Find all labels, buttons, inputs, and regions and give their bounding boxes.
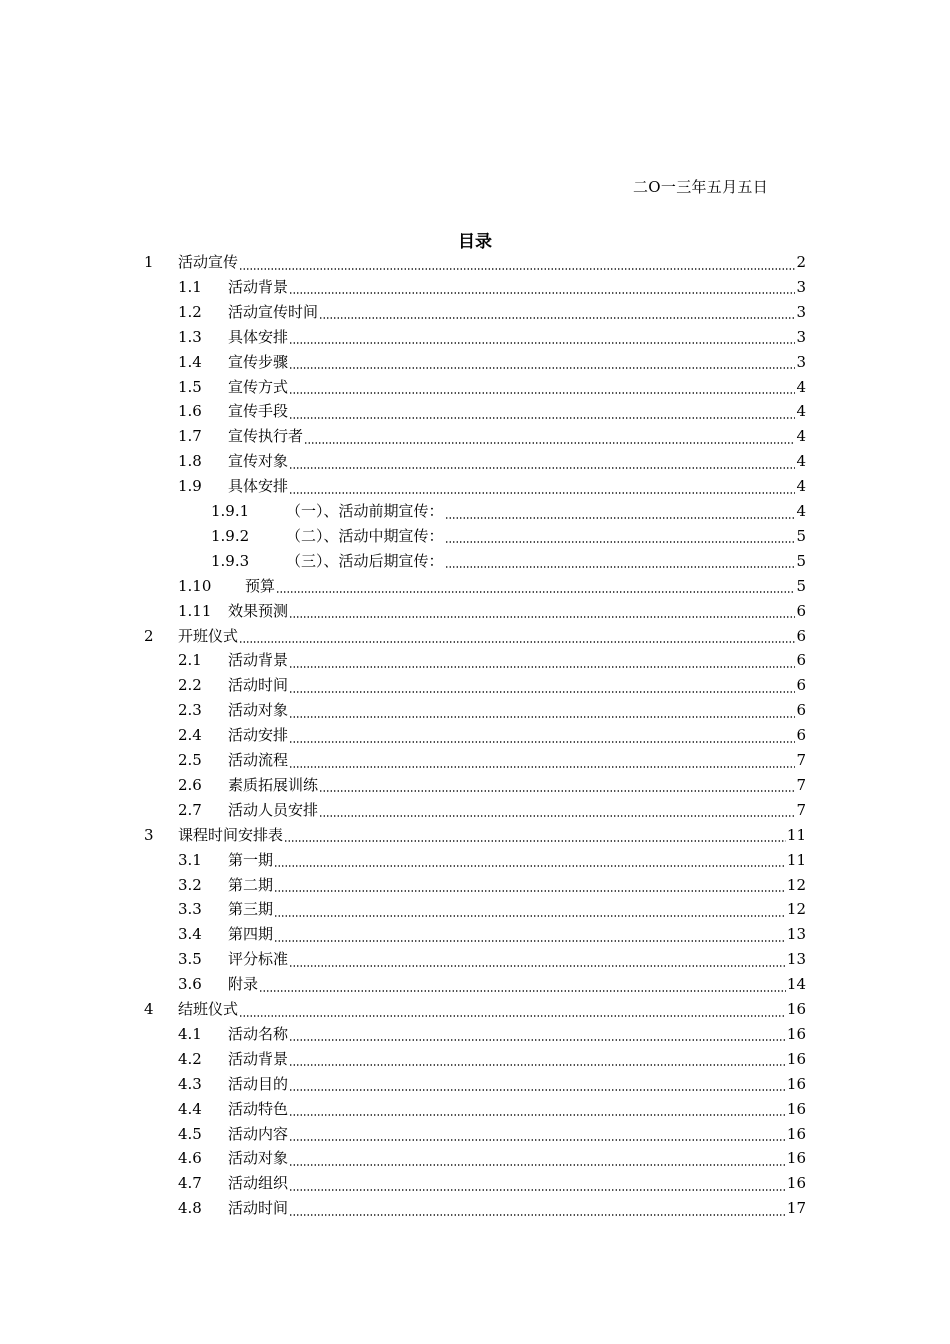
toc-entry-page: 16 <box>786 1174 806 1193</box>
toc-entry-page: 13 <box>786 925 806 944</box>
toc-entry-number: 3.5 <box>178 950 202 969</box>
toc-entry-page: 6 <box>796 601 806 620</box>
toc-entry[interactable] <box>178 1097 806 1122</box>
toc-entry-label: 预算 <box>245 576 276 595</box>
toc-entry-number: 3.6 <box>178 975 202 994</box>
toc-entry-label: 活动宣传时间 <box>228 302 319 321</box>
dot-leader <box>289 965 786 967</box>
toc-entry-number: 4 <box>144 1000 154 1018</box>
toc-entry-number: 4.2 <box>178 1049 202 1068</box>
dot-leader <box>289 1189 786 1191</box>
toc-entry-number: 4.8 <box>178 1199 202 1218</box>
toc-entry-number: 1.7 <box>178 427 202 446</box>
toc-entry-page: 16 <box>786 1074 806 1093</box>
dot-leader <box>289 1139 786 1141</box>
toc-entry-page: 4 <box>796 502 806 520</box>
toc-entry[interactable] <box>178 350 806 375</box>
toc-entry-page: 16 <box>786 1049 806 1068</box>
toc-entry-number: 4.5 <box>178 1124 202 1143</box>
toc-entry-label: 课程时间安排表 <box>178 825 284 844</box>
toc-entry-page: 4 <box>796 452 806 471</box>
dot-leader <box>259 990 786 992</box>
toc-entry-number: 1 <box>144 253 154 271</box>
toc-entry[interactable] <box>178 399 806 424</box>
toc-entry-label: 素质拓展训练 <box>228 775 319 794</box>
toc-entry-label: 宣传手段 <box>228 402 289 421</box>
toc-entry[interactable] <box>178 1171 806 1196</box>
toc-entry-label: 开班仪式 <box>178 626 239 645</box>
dot-leader <box>289 1114 786 1116</box>
toc-entry-number: 1.3 <box>178 327 202 346</box>
toc-entry-page: 11 <box>786 825 806 844</box>
toc-entry-number: 3.1 <box>178 850 202 869</box>
toc-entry-page: 6 <box>796 626 806 645</box>
toc-entry-page: 17 <box>786 1199 806 1218</box>
dot-leader <box>274 915 786 917</box>
toc-entry-page: 5 <box>796 576 806 595</box>
toc-entry-label: 第一期 <box>228 850 274 869</box>
toc-entry[interactable] <box>178 748 806 773</box>
toc-entry-number: 3.3 <box>178 900 202 919</box>
toc-entry[interactable] <box>178 574 806 599</box>
toc-entry-page: 6 <box>796 676 806 695</box>
toc-entry-label: 活动宣传 <box>178 253 239 271</box>
toc-entry-number: 1.4 <box>178 352 202 371</box>
toc-entry-number: 4.6 <box>178 1149 202 1168</box>
dot-leader <box>289 1089 786 1091</box>
dot-leader <box>445 541 796 543</box>
toc-entry-page: 14 <box>786 975 806 994</box>
toc-entry[interactable] <box>178 698 806 723</box>
toc-entry-page: 16 <box>786 1099 806 1118</box>
toc-entry-label: （一）、活动前期宣传： <box>286 502 444 520</box>
dot-leader <box>289 666 795 668</box>
toc-entry-number: 1.9.1 <box>211 502 250 520</box>
toc-entry-label: 活动背景 <box>228 651 289 670</box>
dot-leader <box>289 417 795 419</box>
dot-leader <box>239 641 795 643</box>
toc-entry-page: 7 <box>796 775 806 794</box>
toc-entry[interactable] <box>211 549 806 574</box>
toc-entry[interactable] <box>178 848 806 873</box>
toc-entry-label: 第二期 <box>228 875 274 894</box>
toc-entry[interactable] <box>178 648 806 673</box>
toc-entry-number: 2.3 <box>178 701 202 720</box>
dot-leader <box>289 616 795 618</box>
toc-entry-number: 2.4 <box>178 726 202 745</box>
toc-entry-label: 宣传对象 <box>228 452 289 471</box>
toc-entry-page: 2 <box>796 253 806 271</box>
dot-leader <box>289 1214 786 1216</box>
dot-leader <box>239 268 795 270</box>
dot-leader <box>274 865 786 867</box>
dot-leader <box>289 292 795 294</box>
document-date: 二O一三年五月五日 <box>633 178 768 196</box>
dot-leader <box>289 766 795 768</box>
toc-entry-label: 宣传步骤 <box>228 352 289 371</box>
toc-entry[interactable] <box>178 922 806 947</box>
toc-entry-page: 4 <box>796 427 806 446</box>
toc-entry-label: 活动背景 <box>228 277 289 296</box>
toc-entry-page: 3 <box>796 352 806 371</box>
toc-entry-number: 1.5 <box>178 377 202 396</box>
toc-entry-label: 具体安排 <box>228 477 289 496</box>
toc-entry[interactable] <box>178 1047 806 1072</box>
toc-entry-label: 活动特色 <box>228 1099 289 1118</box>
toc-entry-page: 16 <box>786 1149 806 1168</box>
dot-leader <box>289 716 795 718</box>
dot-leader <box>289 367 795 369</box>
toc-entry[interactable] <box>178 325 806 350</box>
dot-leader <box>289 1064 786 1066</box>
dot-leader <box>304 442 795 444</box>
toc-entry-label: 活动时间 <box>228 676 289 695</box>
toc-entry-page: 12 <box>786 875 806 894</box>
toc-entry[interactable] <box>178 773 806 798</box>
toc-entry[interactable] <box>178 424 806 449</box>
toc-entry-number: 1.2 <box>178 302 202 321</box>
toc-entry[interactable] <box>178 1022 806 1047</box>
toc-entry-page: 11 <box>786 850 806 869</box>
toc-entry[interactable] <box>178 449 806 474</box>
toc-entry[interactable] <box>144 624 806 649</box>
toc-entry-label: 活动人员安排 <box>228 800 319 819</box>
toc-entry[interactable] <box>144 997 806 1022</box>
dot-leader <box>289 1039 786 1041</box>
dot-leader <box>284 840 786 842</box>
toc-entry-number: 2.1 <box>178 651 202 670</box>
toc-entry-label: 第三期 <box>228 900 274 919</box>
toc-entry[interactable] <box>144 823 806 848</box>
toc-entry-page: 4 <box>796 402 806 421</box>
toc-entry-label: 活动流程 <box>228 751 289 769</box>
toc-entry[interactable] <box>178 972 806 997</box>
toc-entry-number: 4.3 <box>178 1074 202 1093</box>
dot-leader <box>319 815 795 817</box>
dot-leader <box>289 342 795 344</box>
toc-entry-label: 效果预测 <box>228 601 289 620</box>
toc-entry[interactable] <box>178 873 806 898</box>
toc-entry-page: 13 <box>786 950 806 969</box>
toc-entry-label: 活动内容 <box>228 1124 289 1143</box>
toc-entry-page: 16 <box>786 1024 806 1043</box>
toc-entry-number: 4.1 <box>178 1024 202 1043</box>
toc-entry-label: 活动安排 <box>228 726 289 745</box>
toc-entry-label: 评分标准 <box>228 950 289 969</box>
toc-entry-label: 活动对象 <box>228 701 289 720</box>
toc-entry-label: 活动名称 <box>228 1024 289 1043</box>
toc-entry-number: 3 <box>144 825 154 844</box>
dot-leader <box>319 790 795 792</box>
toc-entry-label: 活动对象 <box>228 1149 289 1168</box>
toc-entry-page: 12 <box>786 900 806 919</box>
toc-entry[interactable] <box>178 673 806 698</box>
toc-entry-number: 1.1 <box>178 277 202 296</box>
toc-entry[interactable] <box>178 947 806 972</box>
toc-entry[interactable] <box>178 375 806 400</box>
toc-entry-number: 3.2 <box>178 875 202 894</box>
dot-leader <box>445 517 796 519</box>
toc-entry[interactable] <box>178 1072 806 1097</box>
toc-entry-number: 2.6 <box>178 775 202 794</box>
toc-entry-label: 具体安排 <box>228 327 289 346</box>
toc-entry[interactable] <box>178 275 806 300</box>
toc-title: 目录 <box>458 232 492 252</box>
dot-leader <box>289 691 795 693</box>
toc-entry-label: 第四期 <box>228 925 274 944</box>
toc-entry[interactable] <box>178 1122 806 1147</box>
toc-entry-number: 3.4 <box>178 925 202 944</box>
dot-leader <box>319 317 795 319</box>
toc-entry-number: 4.4 <box>178 1099 202 1118</box>
toc-entry[interactable] <box>178 798 806 823</box>
toc-entry[interactable] <box>178 300 806 325</box>
toc-entry[interactable] <box>178 897 806 922</box>
toc-entry-label: （二）、活动中期宣传： <box>286 526 444 545</box>
toc-entry-number: 1.9.3 <box>211 551 250 570</box>
toc-entry-number: 1.11 <box>178 601 212 620</box>
toc-entry-label: 宣传方式 <box>228 377 289 396</box>
toc-entry[interactable] <box>178 1146 806 1171</box>
toc-entry-page: 3 <box>796 327 806 346</box>
dot-leader <box>445 566 796 568</box>
toc-entry-number: 2 <box>144 626 154 645</box>
toc-entry-page: 3 <box>796 302 806 321</box>
dot-leader <box>274 940 786 942</box>
toc-entry-number: 2.5 <box>178 751 202 769</box>
toc-entry-number: 4.7 <box>178 1174 202 1193</box>
toc-entry-label: （三）、活动后期宣传： <box>286 551 444 570</box>
toc-entry-number: 2.7 <box>178 800 202 819</box>
dot-leader <box>274 890 786 892</box>
toc-entry-number: 1.6 <box>178 402 202 421</box>
toc-entry[interactable] <box>178 723 806 748</box>
dot-leader <box>239 1015 786 1017</box>
toc-entry-page: 5 <box>796 526 806 545</box>
toc-entry[interactable] <box>211 499 806 524</box>
toc-entry-label: 活动组织 <box>228 1174 289 1193</box>
toc-entry-number: 1.8 <box>178 452 202 471</box>
toc-entry-page: 16 <box>786 1124 806 1143</box>
dot-leader <box>289 467 795 469</box>
toc-entry-page: 16 <box>786 1000 806 1018</box>
toc-entry-number: 1.10 <box>178 576 212 595</box>
toc-entry[interactable] <box>211 524 806 549</box>
toc-entry-number: 1.9 <box>178 477 202 496</box>
toc-entry-label: 宣传执行者 <box>228 427 304 446</box>
toc-entry-label: 活动时间 <box>228 1199 289 1218</box>
toc-entry[interactable] <box>178 474 806 499</box>
toc-entry-page: 7 <box>796 800 806 819</box>
toc-entry-label: 结班仪式 <box>178 1000 239 1018</box>
toc-entry-label: 活动背景 <box>228 1049 289 1068</box>
toc-entry-page: 7 <box>796 751 806 769</box>
dot-leader <box>289 741 795 743</box>
toc-entry[interactable] <box>144 250 806 275</box>
toc-entry-label: 活动目的 <box>228 1074 289 1093</box>
toc-entry-page: 3 <box>796 277 806 296</box>
toc-entry-page: 4 <box>796 377 806 396</box>
toc-entry-page: 6 <box>796 726 806 745</box>
toc-entry-number: 2.2 <box>178 676 202 695</box>
dot-leader <box>289 392 795 394</box>
toc-entry-number: 1.9.2 <box>211 526 250 545</box>
toc-entry-page: 6 <box>796 651 806 670</box>
dot-leader <box>289 1164 786 1166</box>
toc-entry-page: 4 <box>796 477 806 496</box>
toc-entry-page: 6 <box>796 701 806 720</box>
dot-leader <box>289 492 795 494</box>
toc-entry[interactable] <box>178 1196 806 1221</box>
toc-entry-page: 5 <box>796 551 806 570</box>
dot-leader <box>276 591 795 593</box>
toc-entry[interactable] <box>178 599 806 624</box>
toc-entry-label: 附录 <box>228 975 259 994</box>
